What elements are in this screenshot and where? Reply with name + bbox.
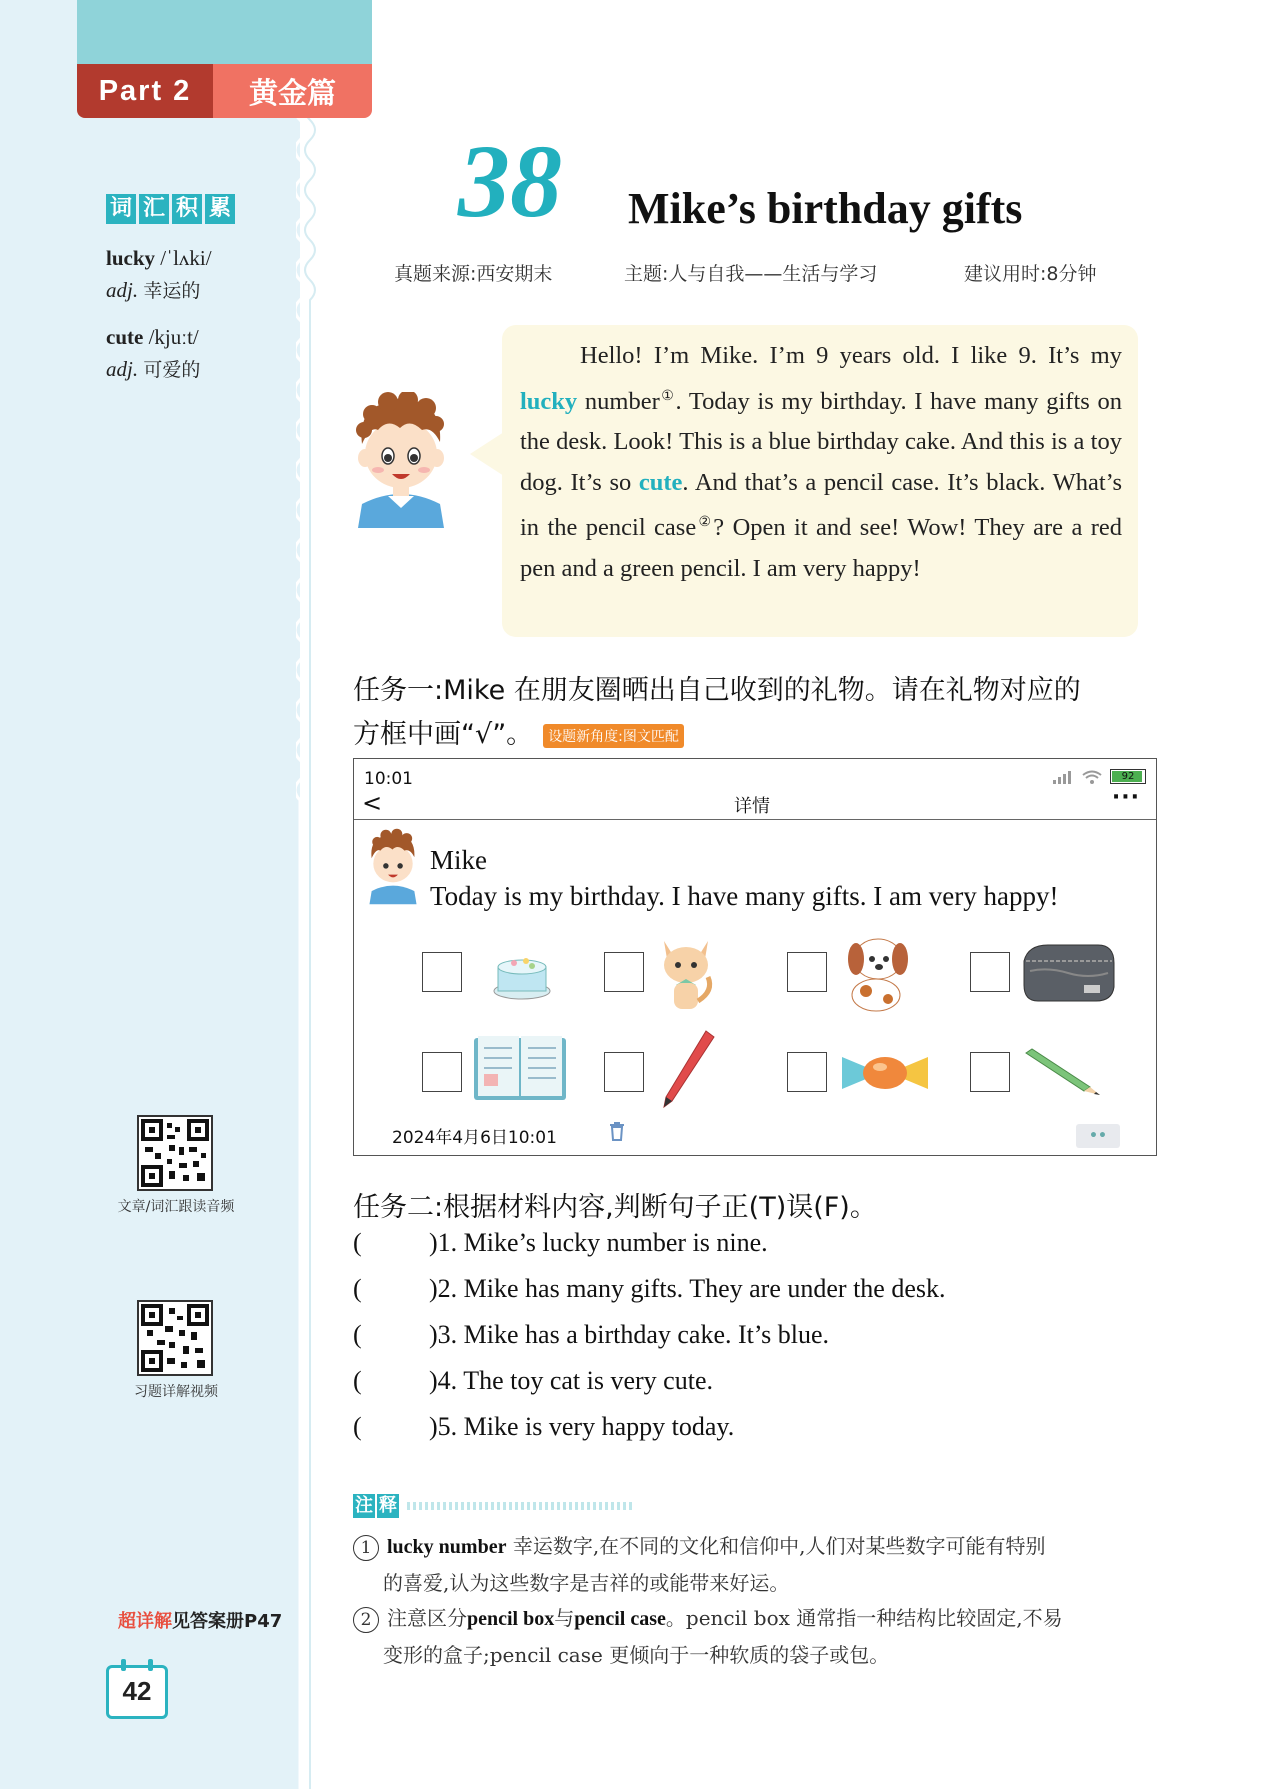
section-label: 黄金篇 <box>213 64 372 118</box>
question-text: )5. Mike is very happy today. <box>429 1412 735 1441</box>
vocab-word: lucky <box>106 246 156 270</box>
task1-line2-text: 方框中画“√”。 <box>353 719 534 750</box>
answer-blank[interactable]: ( <box>353 1320 362 1349</box>
checkbox-cat[interactable] <box>604 952 644 992</box>
answer-blank[interactable]: ( <box>353 1366 362 1395</box>
checkbox-pencil-case[interactable] <box>970 952 1010 992</box>
answer-blank[interactable]: ( <box>353 1274 362 1303</box>
notes-divider <box>407 1502 632 1510</box>
part-label: Part 2 <box>77 64 213 118</box>
vocab-pos: adj. <box>106 278 139 302</box>
lesson-source: 真题来源:西安期末 <box>394 263 553 285</box>
qr-code-video[interactable] <box>137 1300 213 1376</box>
qr-caption-video: 习题详解视频 <box>134 1384 218 1400</box>
phone-time: 10:01 <box>364 769 413 789</box>
question-text: )1. Mike’s lucky number is nine. <box>429 1228 768 1257</box>
tf-question-2 <box>353 1274 946 1304</box>
answer-reference <box>118 1607 282 1633</box>
lesson-theme: 主题:人与自我——生活与学习 <box>624 263 878 285</box>
tf-question-1 <box>353 1228 768 1258</box>
vocab-title <box>106 194 235 224</box>
post-author: Mike <box>430 845 487 875</box>
cat-icon <box>654 931 718 1017</box>
part-tab <box>77 64 372 118</box>
mike-avatar-icon <box>364 827 422 907</box>
checkbox-pen[interactable] <box>604 1052 644 1092</box>
answer-blank[interactable]: ( <box>353 1412 362 1441</box>
vocab-title-char: 积 <box>172 194 202 224</box>
answer-ref-text: 见答案册P47 <box>172 1611 283 1632</box>
phone-moments-card <box>353 758 1157 1156</box>
task2-title: 任务二:根据材料内容,判断句子正(T)误(F)。 <box>353 1192 877 1223</box>
passage-text: ? Open it and see! Wow! They are a red pen and a green pencil. I am very happy! <box>520 514 1122 582</box>
note-term: pencil case <box>574 1608 666 1630</box>
note-text: 与 <box>554 1606 575 1630</box>
passage-text: . And that’s a pencil case. It’s black. What’s in the pencil case <box>520 468 1122 542</box>
note-text: 注意区分 <box>387 1606 467 1630</box>
notes-title-char: 注 <box>355 1495 373 1516</box>
phone-top-bar <box>354 759 1156 820</box>
pencil-icon <box>1022 1047 1102 1097</box>
post-date: 2024年4月6日10:01 <box>392 1128 557 1148</box>
post-message: Today is my birthday. I have many gifts. I am very happy! <box>430 881 1059 911</box>
lesson-number: 38 <box>458 124 562 239</box>
qr-code-audio[interactable] <box>137 1115 213 1191</box>
status-icons <box>1052 769 1146 784</box>
note-number: 1 <box>353 1535 379 1561</box>
signal-icon <box>1052 770 1074 784</box>
book-icon <box>472 1034 568 1104</box>
passage-text: number <box>577 387 660 415</box>
vocab-title-char: 累 <box>205 194 235 224</box>
note-number: 2 <box>353 1607 379 1633</box>
pen-icon <box>658 1027 718 1111</box>
notes-heading <box>353 1494 632 1518</box>
reading-passage <box>520 336 1122 589</box>
dog-icon <box>836 929 916 1015</box>
note-term: lucky number <box>387 1536 507 1558</box>
note-ref-1: ① <box>659 388 676 404</box>
note-term: pencil box <box>467 1608 555 1630</box>
checkbox-book[interactable] <box>422 1052 462 1092</box>
answer-blank[interactable]: ( <box>353 1228 362 1257</box>
cake-icon <box>490 941 554 1005</box>
qr-caption-audio: 文章/词汇跟读音频 <box>117 1199 235 1215</box>
phone-title: 详情 <box>734 796 770 817</box>
task1-tag: 设题新角度:图文匹配 <box>543 724 684 748</box>
page-number: 42 <box>106 1665 168 1719</box>
tf-question-4 <box>353 1366 713 1396</box>
tf-question-5 <box>353 1412 734 1442</box>
notes-title-char: 释 <box>379 1495 397 1516</box>
qr-pattern-icon <box>139 1302 211 1374</box>
passage-text: Hello! I’m Mike. I’m 9 years old. I like 9. It’s my <box>580 342 1122 369</box>
note-ref-2: ② <box>696 515 714 531</box>
qr-pattern-icon <box>139 1117 211 1189</box>
candy-icon <box>840 1051 930 1095</box>
answer-ref-highlight: 超详解 <box>118 1611 172 1632</box>
checkbox-cake[interactable] <box>422 952 462 992</box>
vocab-phonetic: /kjuːt/ <box>148 325 199 349</box>
note-text: 。pencil box 通常指一种结构比较固定,不易 <box>665 1606 1063 1630</box>
task1-line2 <box>353 712 684 751</box>
note-text-cont: 的喜爱,认为这些数字是吉祥的或能带来好运。 <box>383 1571 790 1595</box>
vocab-meaning: 可爱的 <box>143 359 201 381</box>
checkbox-dog[interactable] <box>787 952 827 992</box>
tf-question-3 <box>353 1320 829 1350</box>
task1-line1: 任务一:Mike 在朋友圈晒出自己收到的礼物。请在礼物对应的 <box>353 675 1081 706</box>
vocab-meaning: 幸运的 <box>143 280 201 302</box>
passage-text: . Today is my birthday. I have many gifts on the desk. Look! This is a blue birthday cake. And this is a toy dog. It’s so <box>520 387 1122 496</box>
question-text: )4. The toy cat is very cute. <box>429 1366 713 1395</box>
vocab-word: cute <box>106 325 144 349</box>
battery-level: 92 <box>1121 771 1135 782</box>
boy-avatar-icon <box>348 392 454 528</box>
checkbox-pencil[interactable] <box>970 1052 1010 1092</box>
back-arrow-icon[interactable]: < <box>362 789 383 817</box>
battery-icon <box>1110 769 1146 784</box>
lesson-time: 建议用时:8分钟 <box>964 263 1097 285</box>
wifi-icon <box>1082 770 1102 784</box>
vocab-entry-cute <box>106 321 200 386</box>
note-text: 幸运数字,在不同的文化和信仰中,人们对某些数字可能有特别 <box>506 1534 1046 1558</box>
part-tab-accent <box>77 0 372 64</box>
note-1 <box>353 1528 1163 1601</box>
pencil-case-icon <box>1018 939 1118 1005</box>
vocab-title-char: 词 <box>106 194 136 224</box>
keyword-lucky: lucky <box>520 387 578 415</box>
note-2 <box>353 1600 1163 1673</box>
vocab-pos: adj. <box>106 357 139 381</box>
question-text: )2. Mike has many gifts. They are under the desk. <box>429 1274 946 1303</box>
note-text-cont: 变形的盒子;pencil case 更倾向于一种软质的袋子或包。 <box>383 1643 890 1667</box>
comment-button[interactable]: •• <box>1076 1124 1120 1148</box>
vocab-entry-lucky <box>106 242 212 307</box>
checkbox-candy[interactable] <box>787 1052 827 1092</box>
lesson-title: Mike’s birthday gifts <box>628 184 1023 233</box>
more-icon[interactable]: ··· <box>1111 785 1140 810</box>
trash-icon[interactable] <box>608 1121 626 1141</box>
wave-border <box>296 0 320 1789</box>
vocab-phonetic: /ˈlʌki/ <box>160 246 212 270</box>
bubble-tail <box>470 432 504 476</box>
vocab-title-char: 汇 <box>139 194 169 224</box>
keyword-cute: cute <box>638 468 683 496</box>
question-text: )3. Mike has a birthday cake. It’s blue. <box>429 1320 829 1349</box>
